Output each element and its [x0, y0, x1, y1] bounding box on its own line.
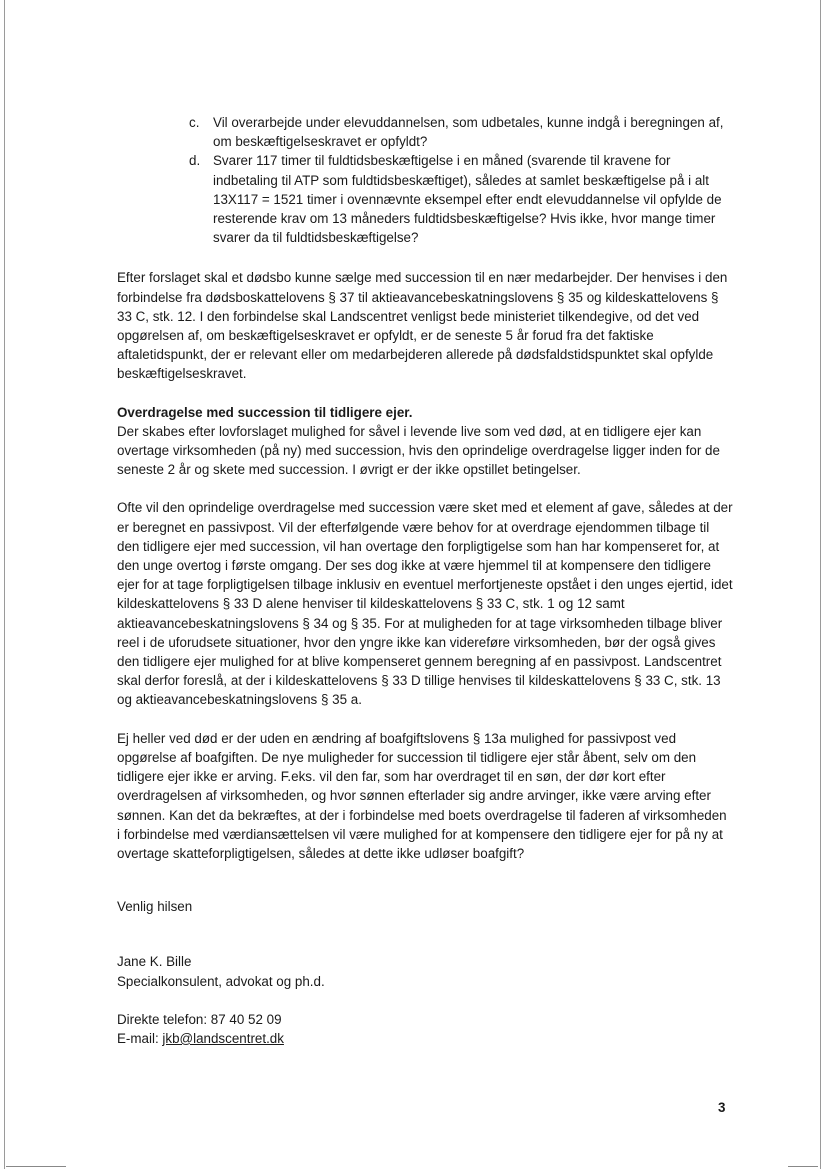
phone-label: Direkte telefon:	[117, 1011, 208, 1027]
contact-email	[117, 1029, 733, 1048]
list-item-text: Vil overarbejde under elevuddannelsen, som udbetales, kunne indgå i beregningen af, om beskæftigelseskravet er opfyldt?	[213, 115, 724, 150]
page-edge-left	[4, 0, 5, 1169]
closing-greeting: Venlig hilsen	[117, 899, 193, 915]
signature-title: Specialkonsulent, advokat og ph.d.	[117, 973, 325, 989]
section-heading: Overdragelse med succession til tidligere ejer.	[117, 404, 413, 420]
scan-artifact-line	[788, 1166, 818, 1167]
letter-body	[117, 113, 733, 1048]
section	[117, 403, 733, 480]
paragraph: Efter forslaget skal et dødsbo kunne sælge med succession til en nær medarbejder. Der henvises i den forbindelse fra dødsboskattelovens § 37 til aktieavancebeskatningslovens § 35 og kildeskattelovens § 33 C, stk. 12. I den forbindelse skal Landscentret venligst bede ministeriet tilkendegive, od det ved opgørelsen af, om beskæftigelseskravet er opfyldt, er de seneste 5 år forud fra det faktiske aftaletidspunkt, der er relevant eller om medarbejderen allerede på dødsfaldstidspunktet skal opfylde beskæftigelseskravet.	[117, 270, 728, 382]
contact-phone	[117, 1010, 733, 1029]
email-link[interactable]: jkb@landscentret.dk	[162, 1030, 284, 1046]
email-label: E-mail:	[117, 1030, 159, 1046]
page-number: 3	[718, 1100, 726, 1115]
scan-artifact-line	[6, 1166, 66, 1167]
list-item	[189, 113, 733, 151]
paragraph: Ofte vil den oprindelige overdragelse med succession være sket med et element af gave, således at der er beregnet en passivpost. Vil der efterfølgende være behov for at overdrage ejendommen tilbage til den tidligere ejer med succession, vil han overtage den forpligtigelse som han har kompenseret for, at den unge overtog i første omgang. Der ses dog ikke at være hjemmel til at kompensere den tidligere ejer for at tage forpligtigelsen tilbage inklusiv en eventuel merfortjeneste opstået i den unges ejertid, idet kildeskattelovens § 33 D alene henviser til kildeskattelovens § 33 C, stk. 1 og 12 samt aktieavancebeskatningslovens § 34 og § 35. For at muligheden for at tage virksomheden tilbage bliver reel i de uforudsete situationer, hvor den yngre ikke kan videreføre virksomheden, bør der også gives den tidligere ejer mulighed for at blive kompenseret gennem beregning af en passivpost. Landscentret skal derfor foreslå, at der i kildeskattelovens § 33 D tillige henvises til kildeskattelovens § 33 C, stk. 13 og aktieavancebeskatningslovens § 35 a.	[117, 500, 733, 708]
page-edge-right	[820, 0, 821, 1169]
phone-number: 87 40 52 09	[210, 1011, 282, 1027]
list-item	[189, 151, 733, 247]
question-list	[117, 113, 733, 247]
signature-name: Jane K. Bille	[117, 954, 192, 970]
paragraph-text: Der skabes efter lovforslaget mulighed for såvel i levende live som ved død, at en tidligere ejer kan overtage virksomheden (på ny) med succession, hvis den oprindelige overdragelse ligger inden for de seneste 2 år og skete med succession. I øvrigt er der ikke opstillet betingelser.	[117, 423, 720, 478]
list-marker: d.	[189, 153, 201, 169]
paragraph: Ej heller ved død er der uden en ændring af boafgiftslovens § 13a mulighed for passivpost ved opgørelse af boafgiften. De nye muligheder for succession til tidligere ejer står åbent, selv om den tidligere ejer ikke er arving. F.eks. vil den far, som har overdraget til en søn, der dør kort efter overdragelsen af virksomheden, og hvor sønnen efterlader sig andre arvinger, ikke være arving efter sønnen. Kan det da bekræftes, at der i forbindelse med boets overdragelse til faderen af virksomheden i forbindelse med værdiansættelsen vil være mulighed for at kompensere den tidligere ejer for på ny at overtage skatteforpligtigelsen, således at dette ikke udløser boafgift?	[117, 730, 727, 861]
list-marker: c.	[189, 115, 200, 130]
list-item-text: Svarer 117 timer til fuldtidsbeskæftigelse i en måned (svarende til kravene for indbetaling til ATP som fuldtidsbeskæftiget), således at samlet beskæftigelse på i alt 13X117 = 1521 timer i ovennævnte eksempel efter endt elevuddannelse vil opfylde de resterende krav om 13 måneders fuldtidsbeskæftigelse? Hvis ikke, hvor mange timer svarer da til fuldtidsbeskæftigelse?	[213, 153, 722, 246]
